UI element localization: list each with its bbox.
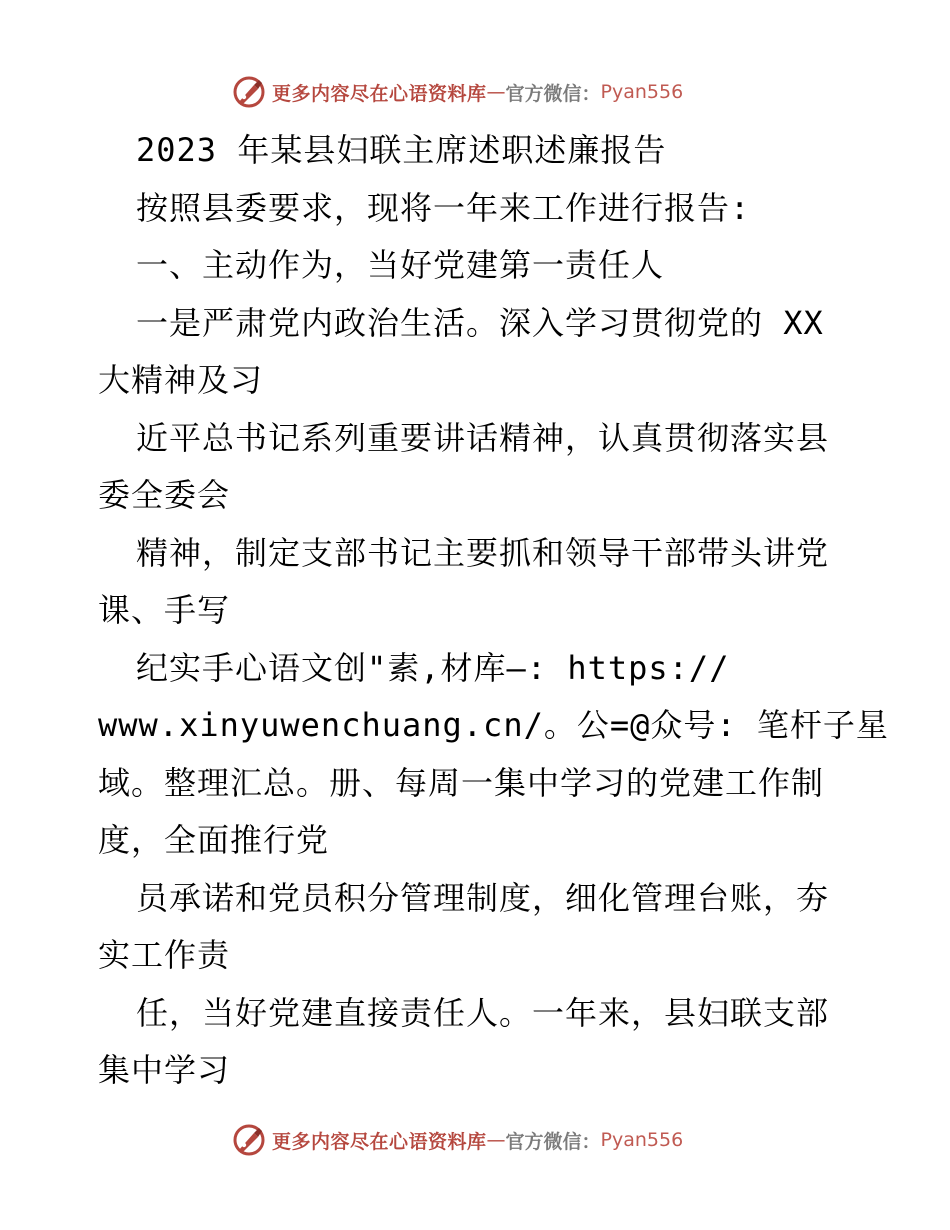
document-title: 2023 年某县妇联主席述职述廉报告 [136, 131, 667, 169]
banner-contact-label: 官方微信： [505, 1130, 601, 1153]
banner-contact-label: 官方微信： [505, 82, 601, 105]
paragraph-line: 一是严肃党内政治生活。深入学习贯彻党的 XX [136, 303, 824, 342]
paragraph-line: 集中学习 [98, 1051, 231, 1089]
paragraph-line: 任，当好党建直接责任人。一年来，县妇联支部 [136, 993, 830, 1032]
paragraph-line: 精神，制定支部书记主要抓和领导干部带头讲党 [136, 533, 830, 572]
paragraph-line: 一、主动作为，当好党建第一责任人 [136, 246, 665, 284]
paragraph-line: 员承诺和党员积分管理制度，细化管理台账，夯 [136, 878, 830, 917]
banner-dash: — [486, 1129, 506, 1151]
header-watermark-banner [232, 72, 683, 112]
paragraph-line: 度，全面推行党 [98, 821, 330, 859]
document-body [98, 122, 889, 1100]
paragraph-line: 近平总书记系列重要讲话精神，认真贯彻落实县 [136, 418, 830, 457]
paragraph-line: 课、手写 [98, 591, 231, 629]
paragraph-line: 域。整理汇总。册、每周一集中学习的党建工作制 [98, 763, 825, 802]
paragraph-line: 委全委会 [98, 476, 231, 514]
paragraph-line: 按照县委要求，现将一年来工作进行报告: [136, 188, 751, 227]
banner-contact-id: Pyan556 [600, 81, 684, 103]
paragraph-line: 实工作责 [98, 936, 231, 974]
footer-watermark-banner [232, 1120, 683, 1160]
banner-promo-text: 更多内容尽在心语资料库 [272, 1130, 487, 1153]
pen-logo-icon [232, 1123, 266, 1157]
paragraph-line: www.xinyuwenchuang.cn/。公=@众号: 笔杆子星 [98, 706, 889, 744]
banner-dash: — [486, 81, 506, 103]
banner-contact-id: Pyan556 [600, 1129, 684, 1151]
paragraph-line: 纪实手心语文创"素,材库—: https:// [136, 648, 730, 687]
pen-logo-icon [232, 75, 266, 109]
banner-promo-text: 更多内容尽在心语资料库 [272, 82, 487, 105]
paragraph-line: 大精神及习 [98, 361, 264, 399]
